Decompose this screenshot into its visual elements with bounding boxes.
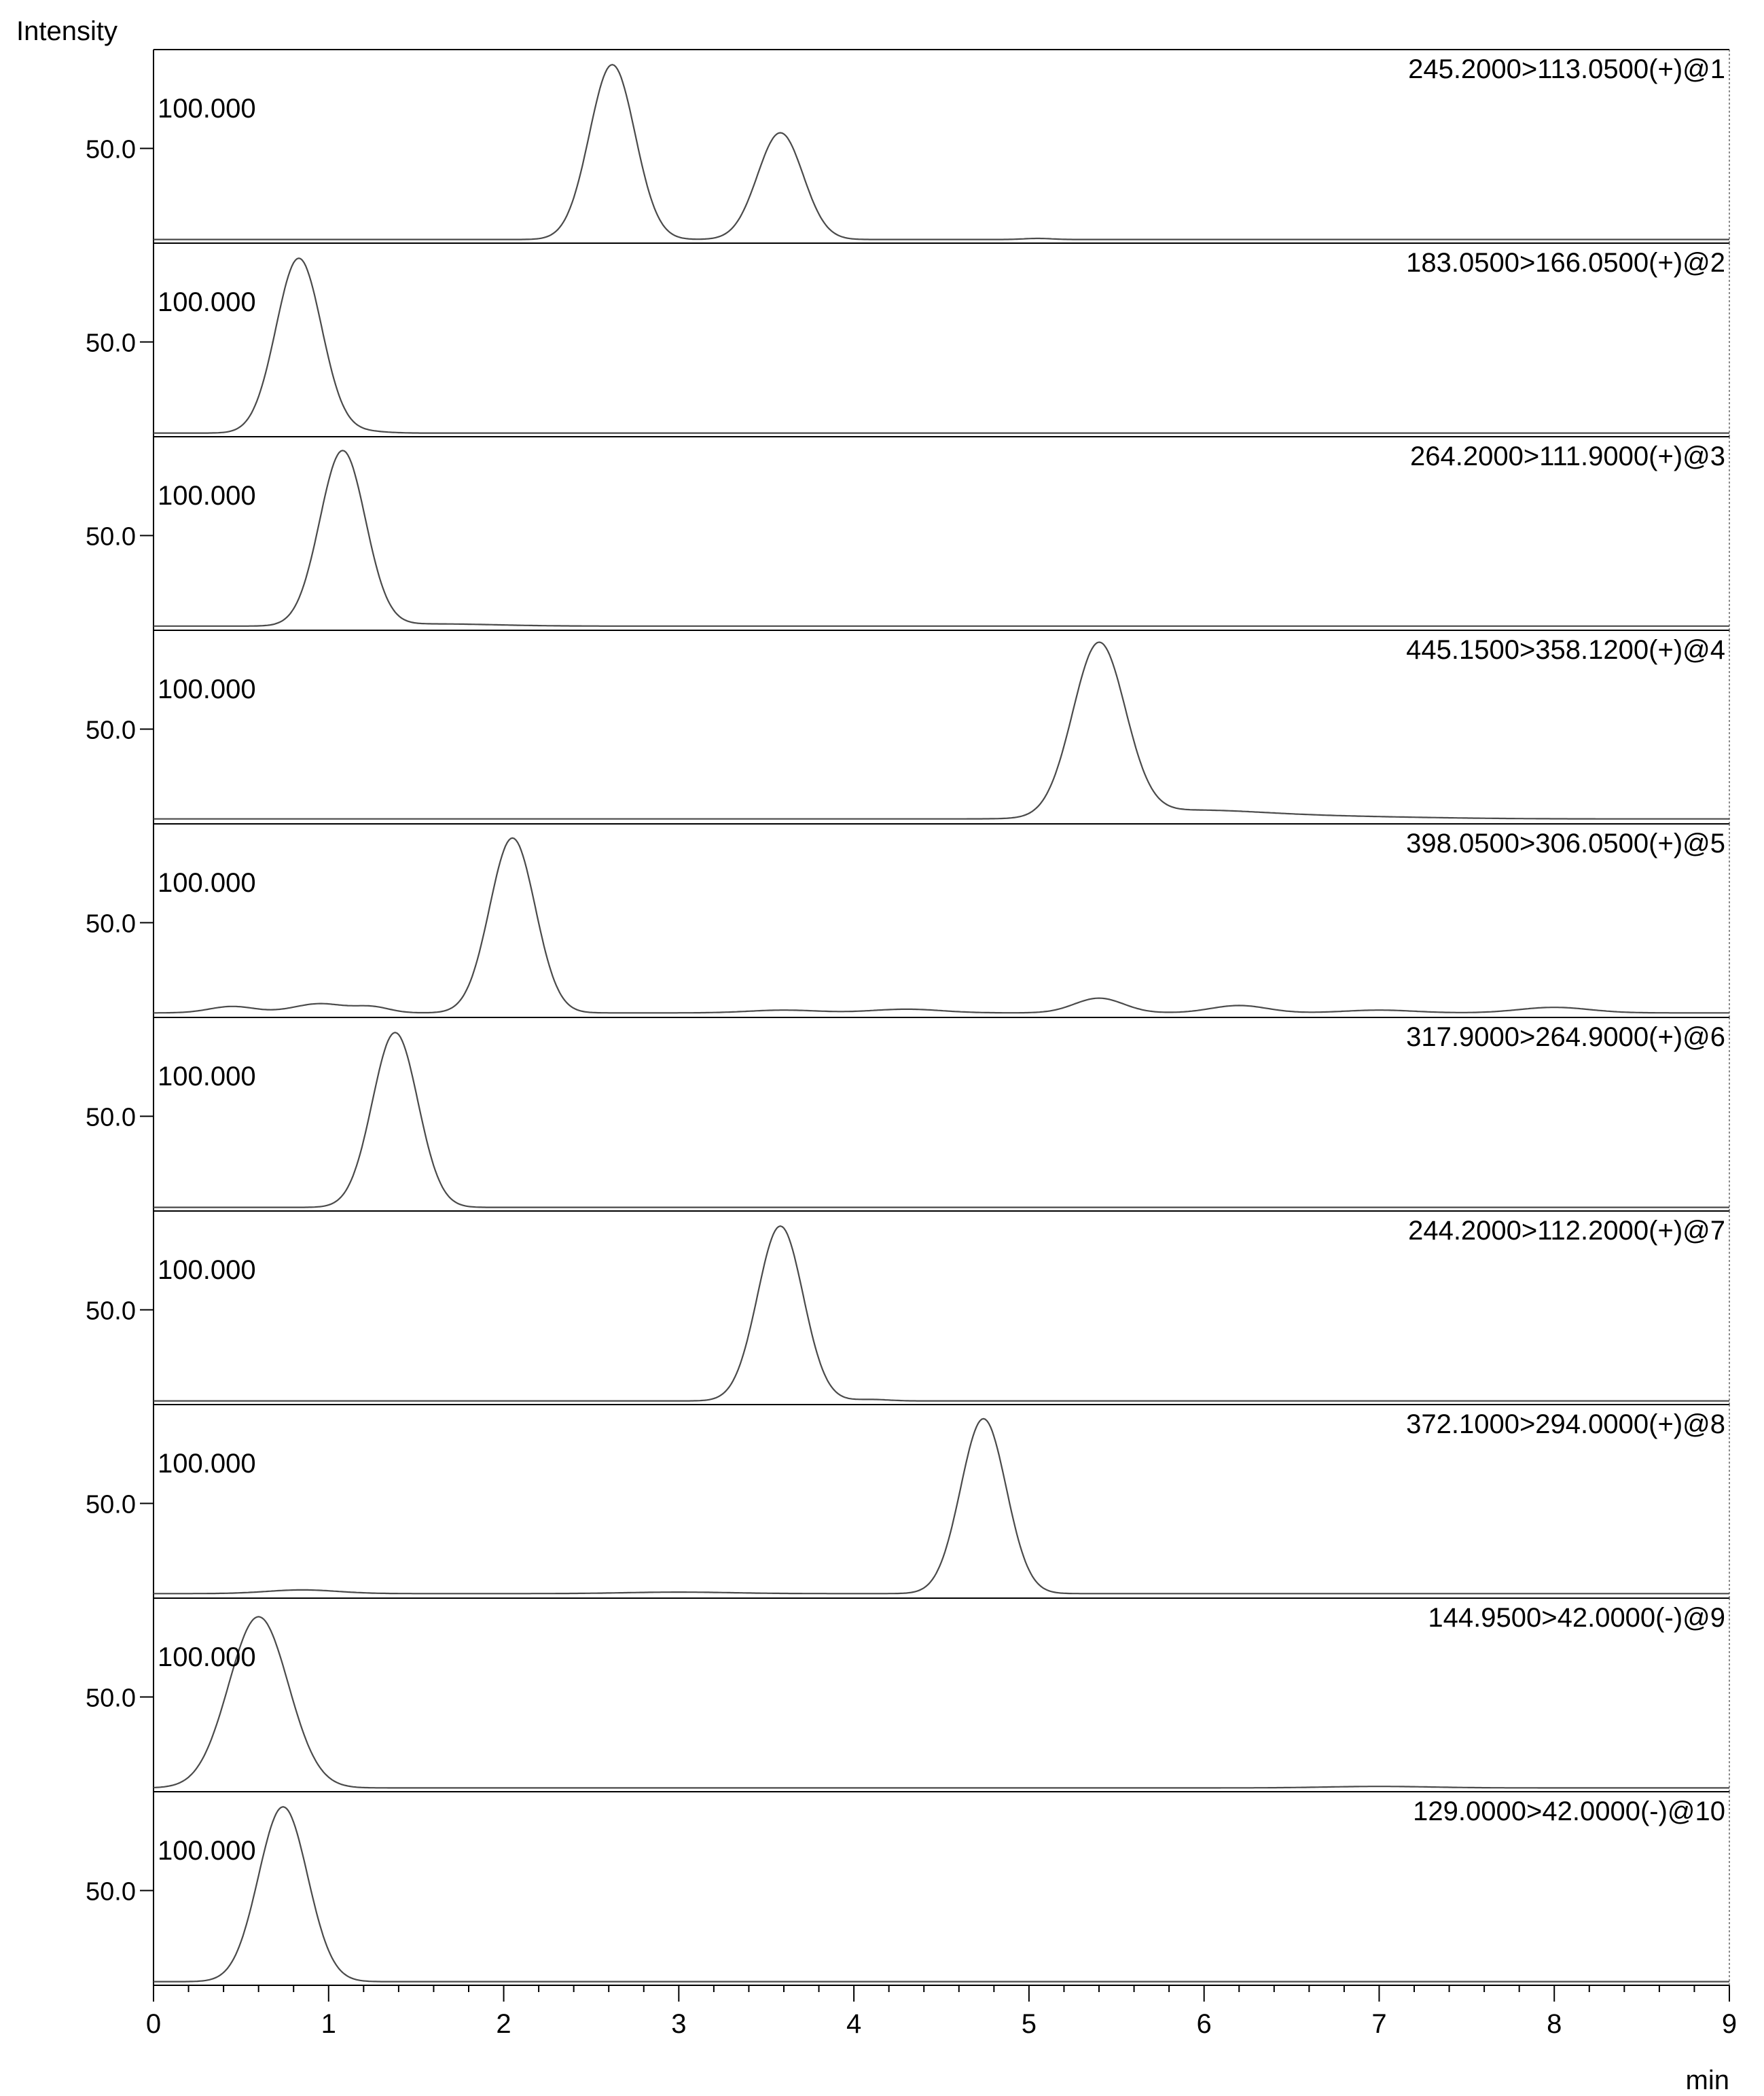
y-tick-label: 50.0	[86, 135, 136, 164]
scale-label: 100.000	[158, 1062, 256, 1091]
series-name: 245.2000>113.0500(+)@1	[1408, 54, 1725, 84]
y-tick-label: 50.0	[86, 1684, 136, 1713]
panel-8	[86, 1405, 1729, 1598]
scale-label: 100.000	[158, 287, 256, 317]
series-trace	[154, 258, 1729, 433]
scale-label: 100.000	[158, 1642, 256, 1672]
x-tick-label: 6	[1196, 2009, 1212, 2039]
y-axis-title: Intensity	[16, 16, 118, 46]
x-axis-title: min	[1685, 2065, 1729, 2095]
y-tick-label: 50.0	[86, 716, 136, 745]
y-tick-label: 50.0	[86, 329, 136, 358]
x-axis	[146, 1985, 1737, 2039]
x-tick-label: 2	[496, 2009, 511, 2039]
series-name: 317.9000>264.9000(+)@6	[1406, 1022, 1725, 1052]
y-tick-label: 50.0	[86, 1490, 136, 1519]
y-tick-label: 50.0	[86, 1103, 136, 1132]
x-tick-label: 3	[671, 2009, 687, 2039]
panel-7	[86, 1211, 1729, 1405]
series-trace	[154, 1226, 1729, 1401]
series-trace	[154, 65, 1729, 239]
scale-label: 100.000	[158, 674, 256, 704]
y-tick-label: 50.0	[86, 909, 136, 939]
x-tick-label: 4	[846, 2009, 862, 2039]
scale-label: 100.000	[158, 94, 256, 124]
panel-9	[86, 1598, 1729, 1792]
x-tick-label: 1	[321, 2009, 336, 2039]
series-name: 144.9500>42.0000(-)@9	[1428, 1603, 1725, 1633]
scale-label: 100.000	[158, 1836, 256, 1866]
panel-6	[86, 1017, 1729, 1211]
y-tick-label: 50.0	[86, 522, 136, 552]
scale-label: 100.000	[158, 481, 256, 511]
y-tick-label: 50.0	[86, 1297, 136, 1326]
scale-label: 100.000	[158, 1255, 256, 1285]
x-tick-label: 7	[1371, 2009, 1387, 2039]
series-trace	[154, 643, 1729, 819]
panel-4	[86, 630, 1729, 824]
series-trace	[154, 1807, 1729, 1981]
series-trace	[154, 450, 1729, 626]
series-name: 264.2000>111.9000(+)@3	[1410, 441, 1725, 471]
series-name: 129.0000>42.0000(-)@10	[1413, 1796, 1725, 1826]
panel-3	[86, 437, 1729, 630]
series-trace	[154, 1032, 1729, 1207]
scale-label: 100.000	[158, 868, 256, 898]
panel-5	[86, 824, 1729, 1017]
series-trace	[154, 1419, 1729, 1594]
series-name: 398.0500>306.0500(+)@5	[1406, 829, 1725, 859]
panel-1	[86, 50, 1729, 243]
panel-2	[86, 243, 1729, 437]
series-name: 372.1000>294.0000(+)@8	[1406, 1409, 1725, 1439]
panel-stack	[86, 50, 1729, 1985]
x-tick-label: 8	[1547, 2009, 1562, 2039]
series-trace	[154, 838, 1729, 1013]
series-trace	[154, 1616, 1729, 1788]
series-name: 183.0500>166.0500(+)@2	[1406, 248, 1725, 278]
series-name: 244.2000>112.2000(+)@7	[1408, 1216, 1725, 1246]
series-name: 445.1500>358.1200(+)@4	[1406, 635, 1725, 665]
y-tick-label: 50.0	[86, 1877, 136, 1907]
x-tick-label: 9	[1721, 2009, 1738, 2039]
x-tick-label: 5	[1021, 2009, 1037, 2039]
x-tick-label: 0	[145, 2009, 162, 2039]
panel-10	[86, 1792, 1729, 1985]
scale-label: 100.000	[158, 1449, 256, 1479]
